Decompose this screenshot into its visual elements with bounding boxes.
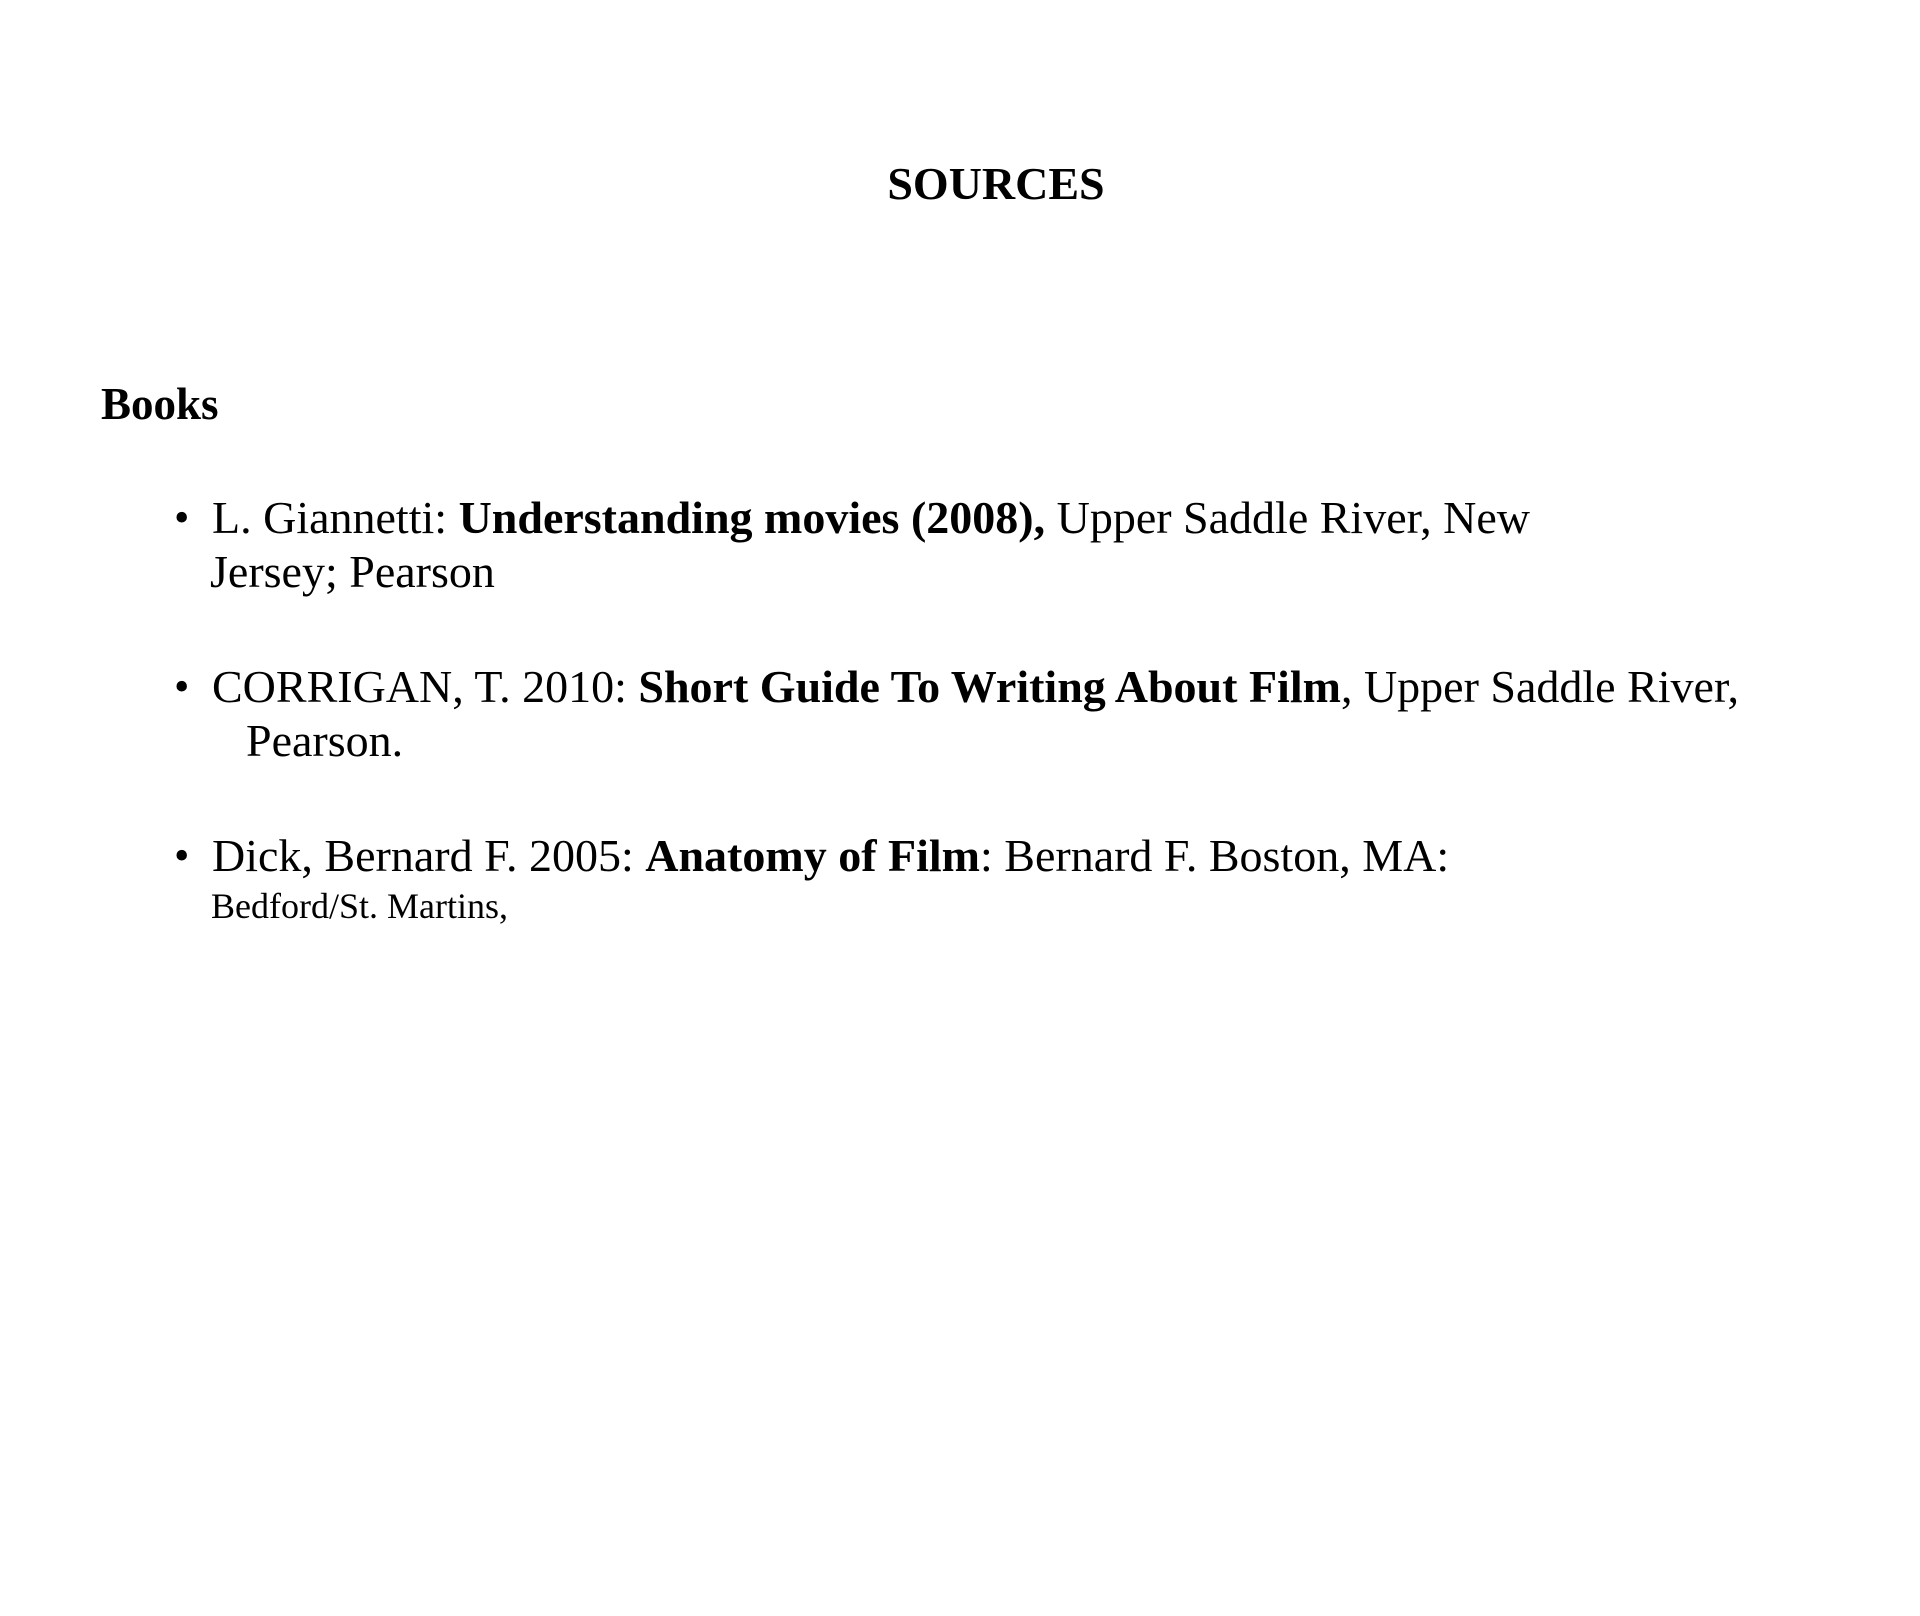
entry-continuation: Jersey; Pearson	[210, 546, 495, 597]
section-heading-books: Books	[101, 379, 219, 429]
entry-title: Anatomy of Film	[645, 830, 980, 881]
entry-publisher: : Bernard F. Boston, MA:	[980, 830, 1450, 881]
entry-publisher: Upper Saddle River, New	[1045, 492, 1530, 543]
entry-title: Understanding movies (2008),	[458, 492, 1046, 543]
bullet-icon: •	[174, 662, 190, 711]
page-title: SOURCES	[887, 158, 1105, 209]
entry-publisher: , Upper Saddle River,	[1340, 661, 1739, 712]
entry-author: L. Giannetti:	[212, 492, 459, 543]
entry-continuation: Pearson.	[246, 715, 404, 766]
entry-continuation: Bedford/St. Martins,	[211, 886, 508, 926]
bullet-icon: •	[174, 493, 190, 542]
entry-author: Dick, Bernard F. 2005:	[212, 830, 646, 881]
entry-line	[212, 490, 1530, 546]
entry-title: Short Guide To Writing About Film	[638, 661, 1341, 712]
entry-author: CORRIGAN, T. 2010:	[212, 661, 639, 712]
entry-line	[212, 659, 1739, 715]
entry-line	[212, 828, 1449, 884]
bullet-icon: •	[174, 831, 190, 880]
